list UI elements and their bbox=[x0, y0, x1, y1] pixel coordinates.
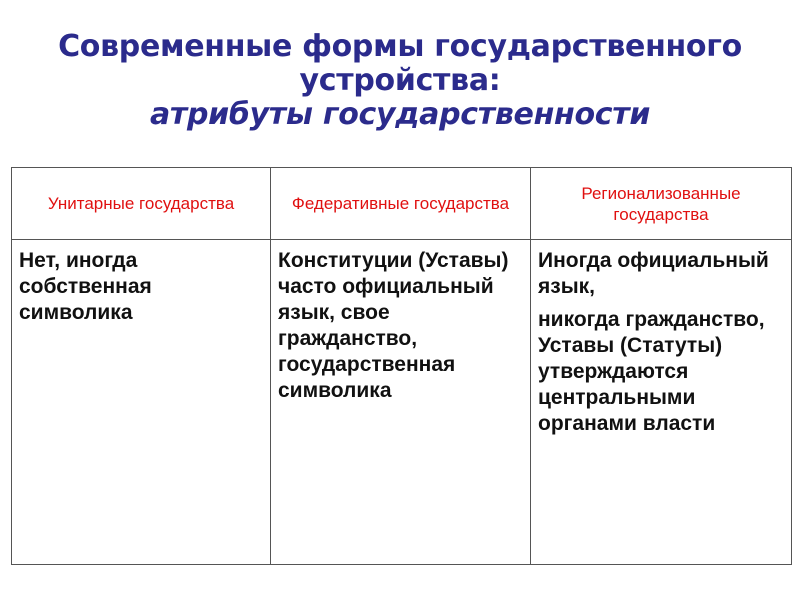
table-row bbox=[12, 240, 792, 565]
title-line-3: атрибуты государственности bbox=[149, 97, 651, 132]
header-federal: Федеративные государства bbox=[271, 168, 531, 240]
cell-unitary-text: Нет, иногда собственная символика bbox=[19, 249, 152, 324]
cell-regionalized bbox=[531, 240, 792, 565]
title-line-1: Современные формы государственного bbox=[58, 29, 742, 64]
header-regionalized: Регионализованные государства bbox=[531, 168, 792, 240]
cell-regionalized-text-1: Иногда официальный язык, bbox=[538, 249, 769, 298]
slide-title bbox=[0, 30, 800, 132]
attributes-table bbox=[11, 167, 792, 565]
title-line-2: устройства: bbox=[299, 63, 501, 98]
cell-regionalized-text-2: никогда гражданство, Уставы (Статуты) утверждаются центральными органами власти bbox=[538, 308, 765, 435]
cell-federal bbox=[271, 240, 531, 565]
table-header-row bbox=[12, 168, 792, 240]
cell-federal-text: Конституции (Уставы) часто официальный язык, свое гражданство, государственная символика bbox=[278, 249, 509, 402]
header-unitary: Унитарные государства bbox=[12, 168, 271, 240]
cell-unitary bbox=[12, 240, 271, 565]
